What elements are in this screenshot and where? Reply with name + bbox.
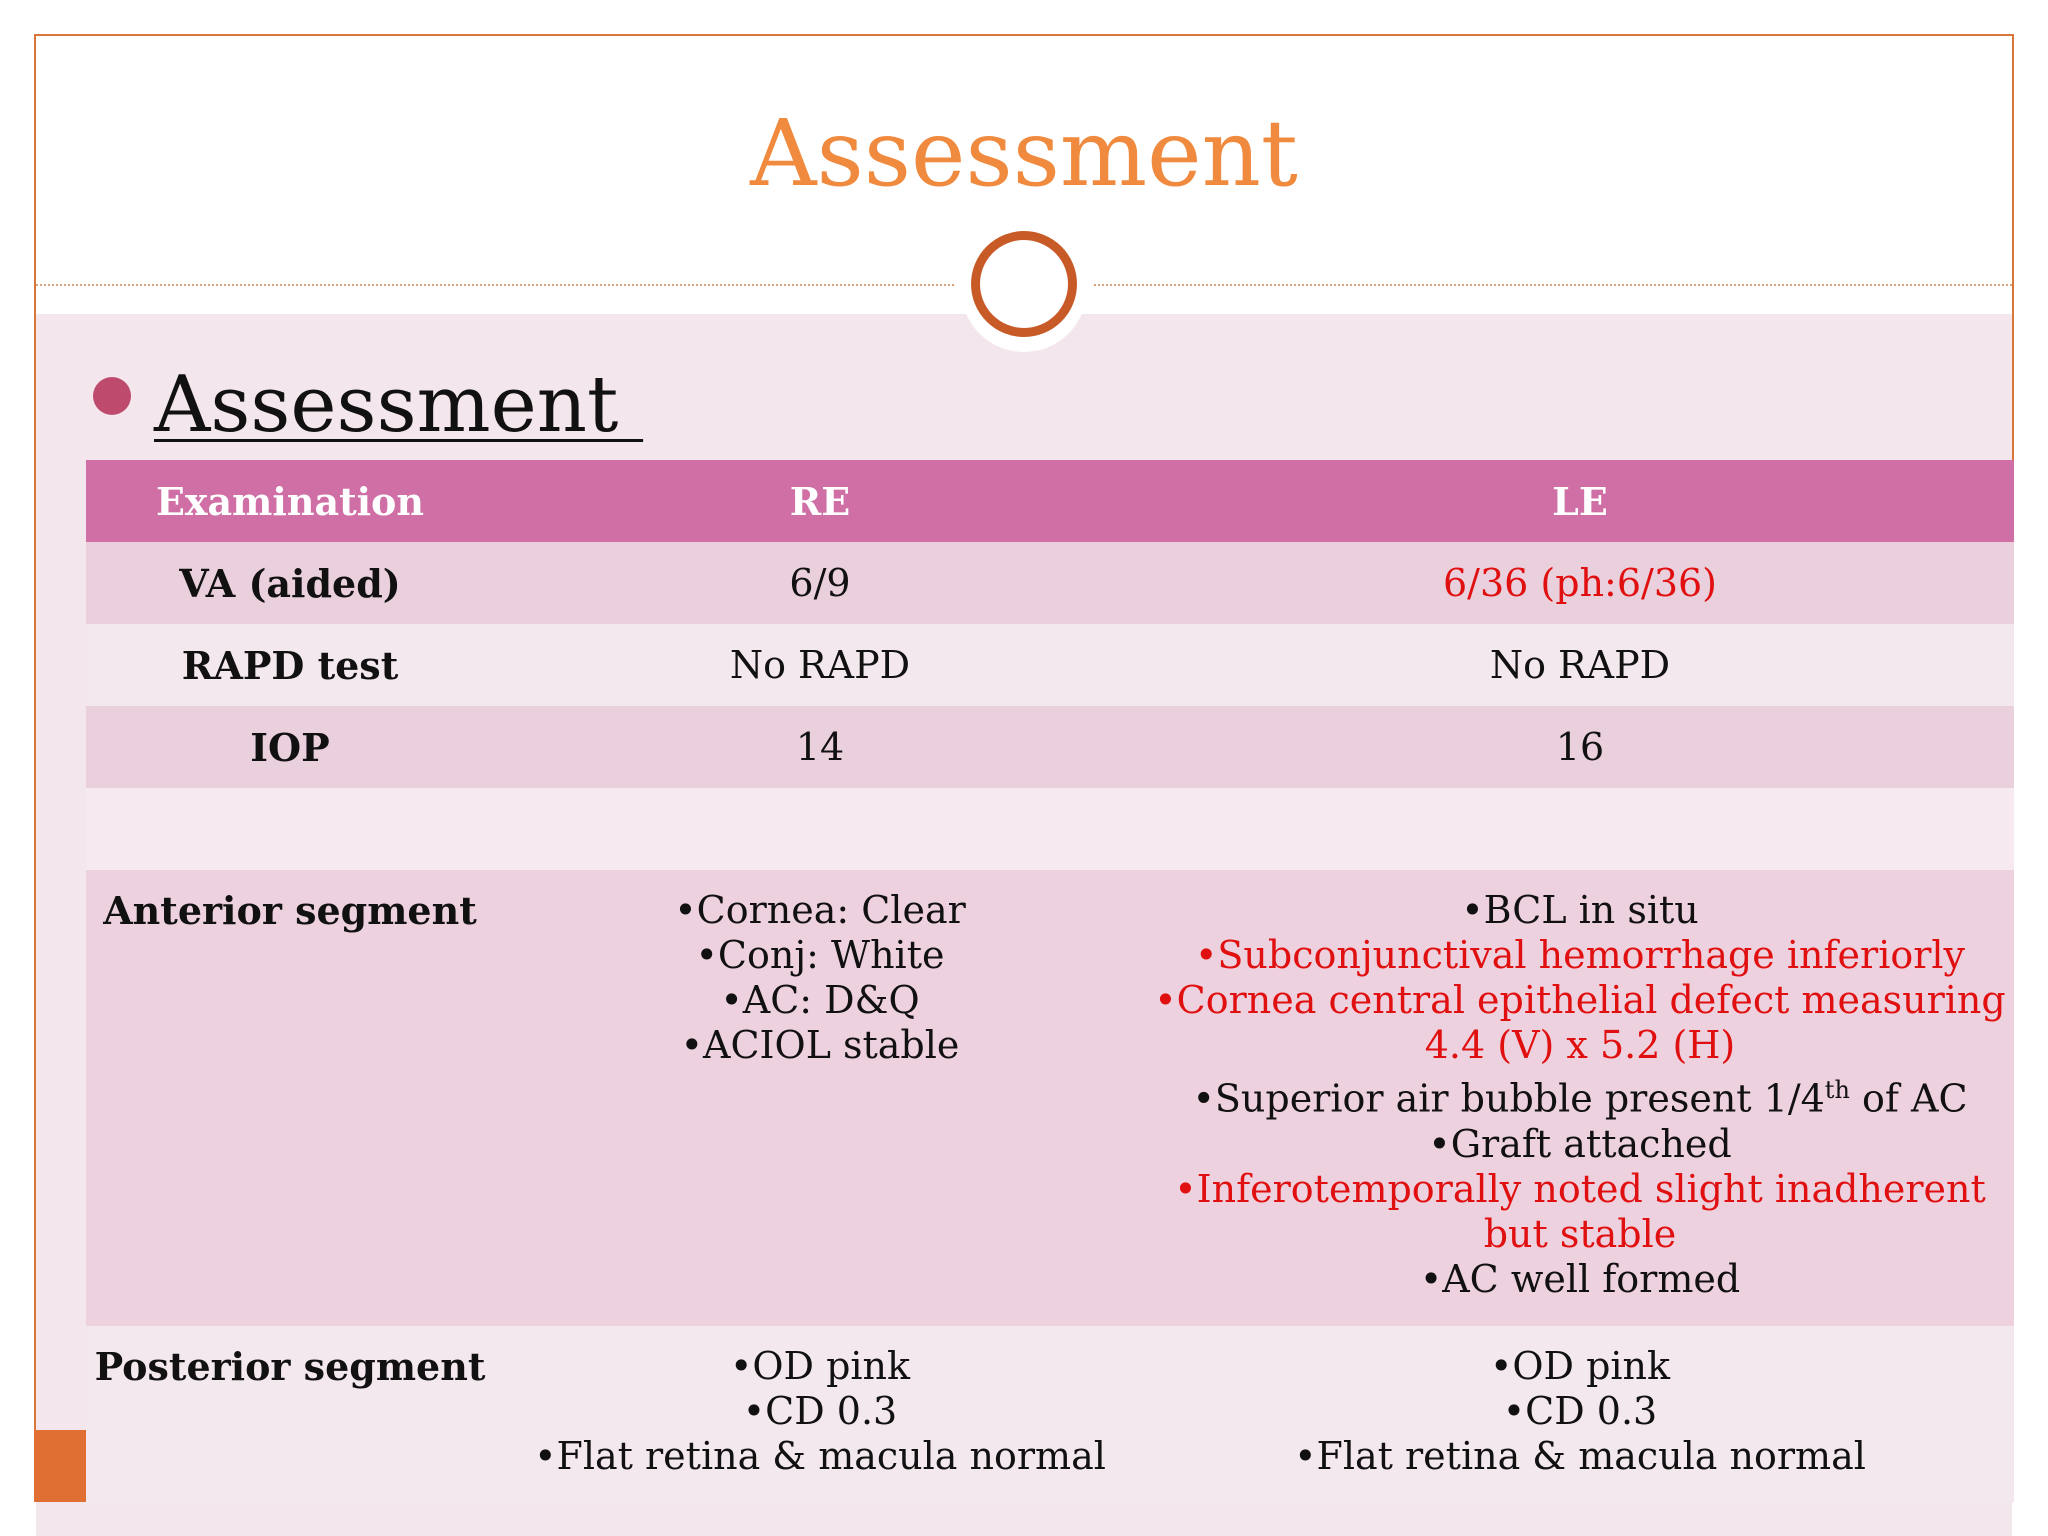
re-findings bbox=[494, 870, 1146, 1326]
finding-line-highlight: •Cornea central epithelial defect measuring 4.4 (V) x 5.2 (H) bbox=[1154, 978, 2006, 1067]
finding-line: •CD 0.3 bbox=[742, 1388, 898, 1433]
exam-label: IOP bbox=[86, 706, 494, 788]
finding-text: •Superior air bubble present 1/4 bbox=[1192, 1076, 1825, 1121]
finding-line: •CD 0.3 bbox=[1502, 1388, 1658, 1433]
finding-line: •Graft attached bbox=[1428, 1121, 1732, 1166]
empty-cell bbox=[494, 788, 1146, 870]
finding-line: •Flat retina & macula normal bbox=[534, 1433, 1106, 1478]
table-header-row bbox=[86, 460, 2014, 542]
exam-label: RAPD test bbox=[86, 624, 494, 706]
finding-line: •OD pink bbox=[729, 1343, 911, 1388]
header-le: LE bbox=[1146, 460, 2014, 542]
ordinal-suffix: th bbox=[1824, 1076, 1850, 1104]
finding-line: •Cornea: Clear bbox=[674, 888, 966, 932]
bullet-dot-icon bbox=[93, 377, 131, 415]
finding-line: •Conj: White bbox=[695, 933, 945, 977]
slide-title: Assessment bbox=[750, 100, 1298, 207]
le-value: No RAPD bbox=[1146, 624, 2014, 706]
re-value: No RAPD bbox=[494, 624, 1146, 706]
table-row-va bbox=[86, 542, 2014, 624]
section-heading: Assessment bbox=[154, 360, 644, 450]
empty-cell bbox=[1146, 788, 2014, 870]
re-value: 14 bbox=[494, 706, 1146, 788]
exam-label: Posterior segment bbox=[86, 1326, 494, 1503]
header-divider-right bbox=[1094, 284, 2012, 286]
finding-line: •BCL in situ bbox=[1461, 888, 1699, 932]
empty-cell bbox=[86, 788, 494, 870]
finding-line: •AC: D&Q bbox=[720, 978, 920, 1022]
table-row-posterior-segment bbox=[86, 1326, 2014, 1503]
finding-line: •Flat retina & macula normal bbox=[1294, 1433, 1866, 1478]
table-row-rapd bbox=[86, 624, 2014, 706]
finding-text: of AC bbox=[1849, 1076, 1968, 1121]
table-row-iop bbox=[86, 706, 2014, 788]
finding-line bbox=[1146, 1068, 2014, 1122]
header-re: RE bbox=[494, 460, 1146, 542]
divider-ring-icon bbox=[971, 231, 1077, 337]
le-findings bbox=[1146, 870, 2014, 1326]
finding-line: •ACIOL stable bbox=[680, 1023, 960, 1067]
re-findings bbox=[494, 1326, 1146, 1503]
le-findings bbox=[1146, 1326, 2014, 1503]
header-examination: Examination bbox=[86, 460, 494, 542]
exam-label: VA (aided) bbox=[86, 542, 494, 624]
re-value: 6/9 bbox=[494, 542, 1146, 624]
table-row-spacer bbox=[86, 788, 2014, 870]
le-value: 16 bbox=[1146, 706, 2014, 788]
exam-label: Anterior segment bbox=[86, 870, 494, 1326]
le-value: 6/36 (ph:6/36) bbox=[1146, 542, 2014, 624]
corner-accent-bar bbox=[34, 1430, 86, 1502]
finding-line: •AC well formed bbox=[1419, 1256, 1741, 1301]
assessment-table bbox=[86, 460, 2014, 1503]
finding-line: •OD pink bbox=[1489, 1343, 1671, 1388]
table-row-anterior-segment bbox=[86, 870, 2014, 1326]
finding-line-highlight: •Inferotemporally noted slight inadherent but stable bbox=[1174, 1166, 1986, 1256]
header-divider-left bbox=[36, 284, 954, 286]
finding-line-highlight: •Subconjunctival hemorrhage inferiorly bbox=[1194, 933, 1966, 977]
